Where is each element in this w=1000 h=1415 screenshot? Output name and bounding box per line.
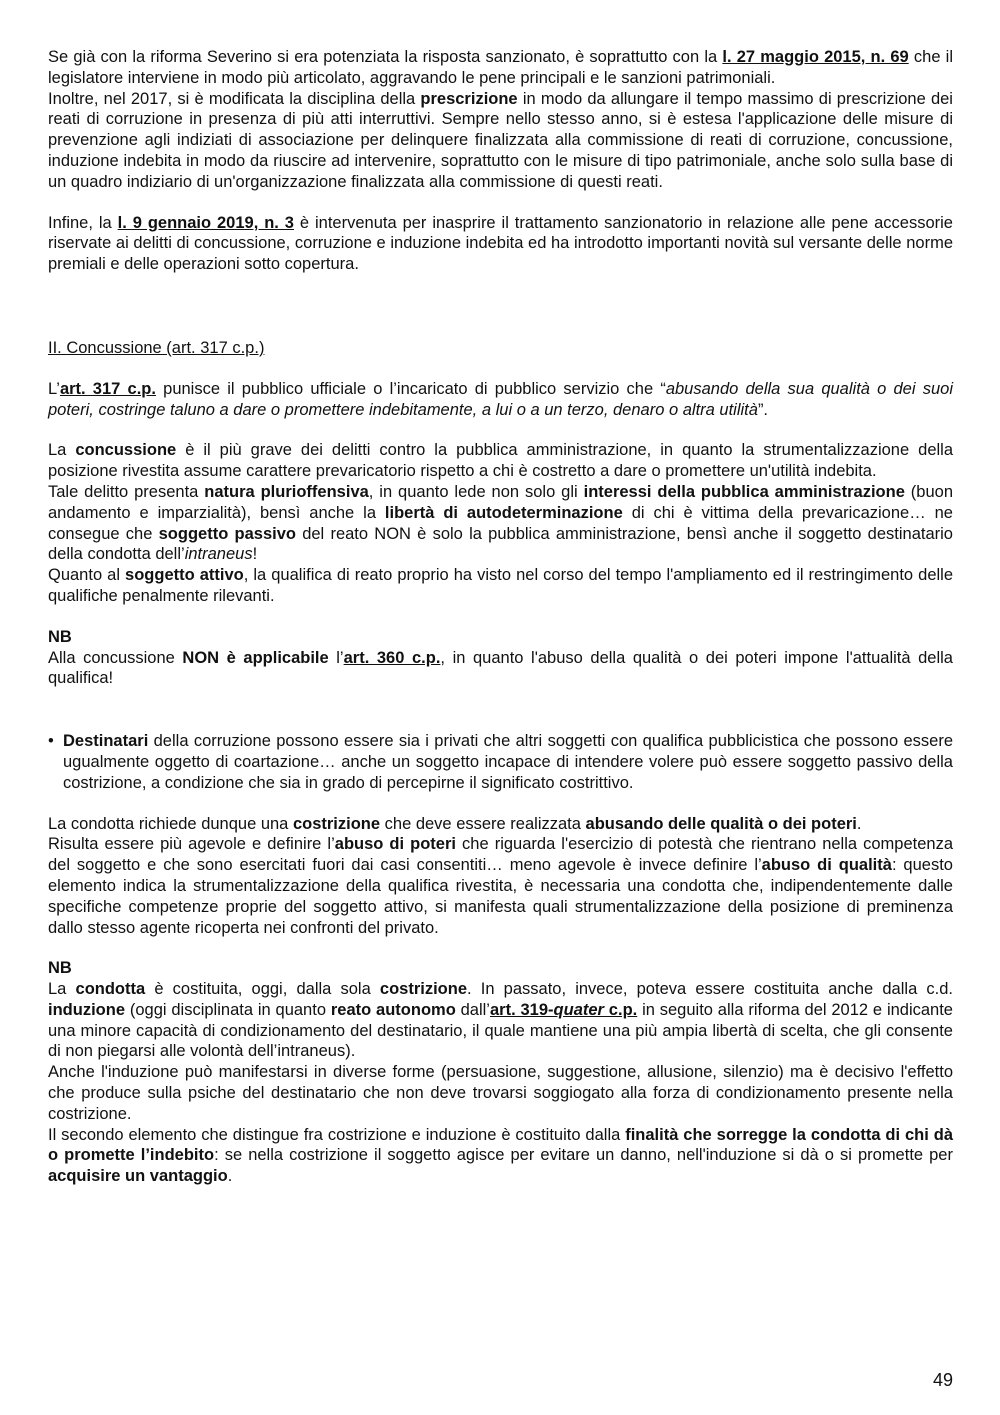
text: La condotta richiede dunque una [48, 814, 293, 833]
text: Alla concussione [48, 648, 183, 667]
law-reference-link[interactable]: l. 27 maggio 2015, n. 69 [722, 48, 909, 66]
text: Tale delitto presenta [48, 482, 205, 501]
text: , la qualifica di reato proprio ha visto nel corso del tempo l'ampliamento ed il restringimento delle qualifiche penalmente rilevanti. [48, 566, 954, 605]
text: Inoltre, nel 2017, si è modificata la disciplina della [48, 89, 421, 108]
text: La [48, 441, 76, 460]
text: è costituita, oggi, dalla sola [145, 980, 380, 999]
text: Quanto al [48, 566, 126, 585]
paragraph-legge-2019 [48, 213, 953, 275]
text: ! [252, 545, 258, 564]
bold-text: prescrizione [420, 89, 518, 108]
text: punisce il pubblico ufficiale o l’incaricato di pubblico servizio che “ [155, 379, 666, 398]
paragraph-condotta [48, 814, 953, 835]
bullet-icon: • [48, 732, 54, 751]
text: dall’ [455, 1000, 490, 1019]
law-reference-link[interactable]: l. 9 gennaio 2019, n. 3 [117, 213, 294, 232]
bold-text: condotta [75, 980, 146, 999]
bold-text: costrizione [379, 980, 468, 999]
paragraph-finalita [48, 1125, 953, 1187]
text: della corruzione possono essere sia i privati che altri soggetti con qualifica pubblicistica che possono essere ugualmente oggetto di coartazione… anche un soggetto incapace di intendere volere può essere soggetto passivo della costrizione, a condizione che sia in grado di percepirne il significato costrittivo. [63, 732, 953, 792]
text: Il secondo elemento che distingue fra costrizione e induzione è costituito dalla [48, 1125, 626, 1144]
italic-text: quater [553, 1000, 604, 1019]
text: del reato NON è solo la pubblica amministrazione, bensì anche il soggetto destinatario della condotta dell’ [48, 524, 953, 564]
text: . [856, 814, 862, 833]
bold-text: costrizione [292, 814, 381, 833]
text: L’ [48, 379, 60, 398]
text: di chi è vittima della prevaricazione… ne consegue che [48, 503, 953, 543]
bold-text: abuso di qualità [761, 856, 892, 875]
quoted-text: abusando della sua qualità o dei suoi poteri, costringe taluno a dare o promettere indebitamente, a lui o a un terzo, denaro o altra utilità [48, 379, 953, 419]
article-reference-link[interactable] [490, 1001, 637, 1019]
paragraph-soggetto-attivo [48, 565, 953, 607]
paragraph-abuso [48, 834, 953, 938]
bold-text: acquisire un vantaggio [48, 1167, 228, 1186]
bold-text: NON è applicabile [182, 648, 329, 667]
text: (oggi disciplinata in quanto [125, 1000, 331, 1019]
paragraph-concussione [48, 440, 953, 482]
text: Se già con la riforma Severino si era potenziata la risposta sanzionato, è soprattutto con la [48, 48, 723, 66]
document-page [48, 47, 953, 1187]
text: è intervenuta per inasprire il trattamento sanzionatorio in relazione alle pene accessorie riservate ai delitti di concussione, corruzione e induzione indebita ed ha introdotto importanti novità sul versante delle norme premiali e delle operazioni sotto copertura. [48, 213, 953, 274]
bold-text: induzione [48, 1000, 125, 1019]
bold-text: Destinatari [63, 732, 149, 751]
text: . In passato, invece, poteva essere costituita anche dalla c.d. [467, 980, 953, 999]
text: l’ [328, 648, 344, 667]
text: art. 319- [489, 1000, 554, 1019]
article-reference-link[interactable]: art. 360 c.p. [343, 648, 441, 667]
text: Risulta essere più agevole e definire l’ [48, 835, 335, 854]
paragraph-prescrizione [48, 89, 953, 193]
paragraph-forme-induzione [48, 1062, 953, 1124]
paragraph-art-317 [48, 379, 953, 421]
bold-text: libertà di autodeterminazione [384, 503, 623, 522]
text: è il più grave dei delitti contro la pubblica amministrazione, in quanto la strumentalizzazione della posizione rivestita assume carattere prevaricatorio rispetto a chi è costretto a dare o promettere un'utilità indebita. [48, 441, 954, 481]
text: Anche l'induzione può manifestarsi in diverse forme (persuasione, suggestione, allusione, silenzio) ma è decisivo l'effetto che produce sulla psiche del destinatario che non deve trovarsi soggiogato alla forza di condizionamento presente nella costrizione. [48, 1063, 953, 1123]
article-reference-link[interactable]: art. 317 c.p. [59, 379, 156, 398]
bullet-text [63, 731, 953, 793]
text: La [48, 980, 76, 999]
text: Infine, la [48, 213, 118, 232]
text: . [227, 1167, 233, 1186]
paragraph-induzione [48, 979, 953, 1062]
text: : se nella costrizione il soggetto agisce per evitare un danno, nell'induzione si dà o si promette per [214, 1146, 953, 1165]
text: che il legislatore interviene in modo più articolato, aggravando le pene principali e le sanzioni patrimoniali. [48, 48, 953, 87]
section-heading [48, 338, 953, 359]
bold-text: interessi della pubblica amministrazione [583, 482, 905, 501]
text: , in quanto l'abuso della qualità o dei poteri impone l'attualità della qualifica! [48, 648, 953, 688]
bold-text: soggetto passivo [158, 524, 296, 543]
paragraph-art-360 [48, 648, 953, 690]
bold-text: soggetto attivo [125, 566, 244, 585]
text: ”. [757, 400, 769, 419]
heading-text: II. Concussione (art. 317 c.p.) [48, 338, 265, 357]
bold-text: finalità che sorregge la condotta di chi dà o promette l’indebito [48, 1125, 954, 1165]
text: che deve essere realizzata [380, 814, 586, 833]
text: in seguito alla riforma del 2012 e indicante una minore capacità di condizionamento del destinatario, il quale mantiene una più ampia libertà di scelta, che gli consente di non piegarsi alle volontà dell’intraneus). [48, 1000, 953, 1061]
nb-text: NB [48, 959, 72, 978]
text: che riguarda l'esercizio di potestà che rientrano nella competenza del soggetto e che sono esercitati fuori dai casi consentiti… meno agevole è invece definire l’ [48, 835, 954, 875]
nb-label [48, 627, 953, 648]
bold-text: reato autonomo [330, 1000, 456, 1019]
bold-text: natura plurioffensiva [204, 482, 369, 501]
paragraph-plurioffensiva [48, 482, 953, 565]
paragraph-riforma-2015 [48, 47, 953, 89]
italic-text: intraneus [184, 545, 253, 564]
bold-text: abuso di poteri [334, 835, 456, 854]
nb-label [48, 958, 953, 979]
text: in modo da allungare il tempo massimo di prescrizione dei reati di corruzione in presenza di più atti interruttivi. Sempre nello stesso anno, si è estesa l'applicazione delle misure di prevenzione agli indiziati di associazione per delinquere finalizzata alla commissione di reati di corruzione, concussione, induzione indebita in modo da riuscire ad intervenire, soprattutto con le misure di tipo patrimoniale, anche solo sulla base di un quadro indiziario di un'organizzazione finalizzata alla commissione di questi reati. [48, 89, 953, 191]
text: : questo elemento indica la strumentalizzazione della qualifica rivestita, è necessaria una condotta che, indipendentemente dalle specifiche competenze proprie del soggetto attivo, si manifesta quali strumentalizzazione della posizione di preminenza dallo stesso agente ricoperta nei confronti del privato. [48, 856, 953, 937]
text: (buon andamento e imparzialità), bensì anche la [48, 482, 953, 522]
nb-text: NB [48, 627, 72, 646]
bold-text: concussione [75, 441, 177, 460]
bullet-list-item [48, 731, 953, 793]
bold-text: abusando delle qualità o dei poteri [585, 814, 857, 833]
text: c.p. [603, 1000, 638, 1019]
text: , in quanto lede non solo gli [368, 482, 584, 501]
page-number: 49 [932, 1370, 953, 1390]
